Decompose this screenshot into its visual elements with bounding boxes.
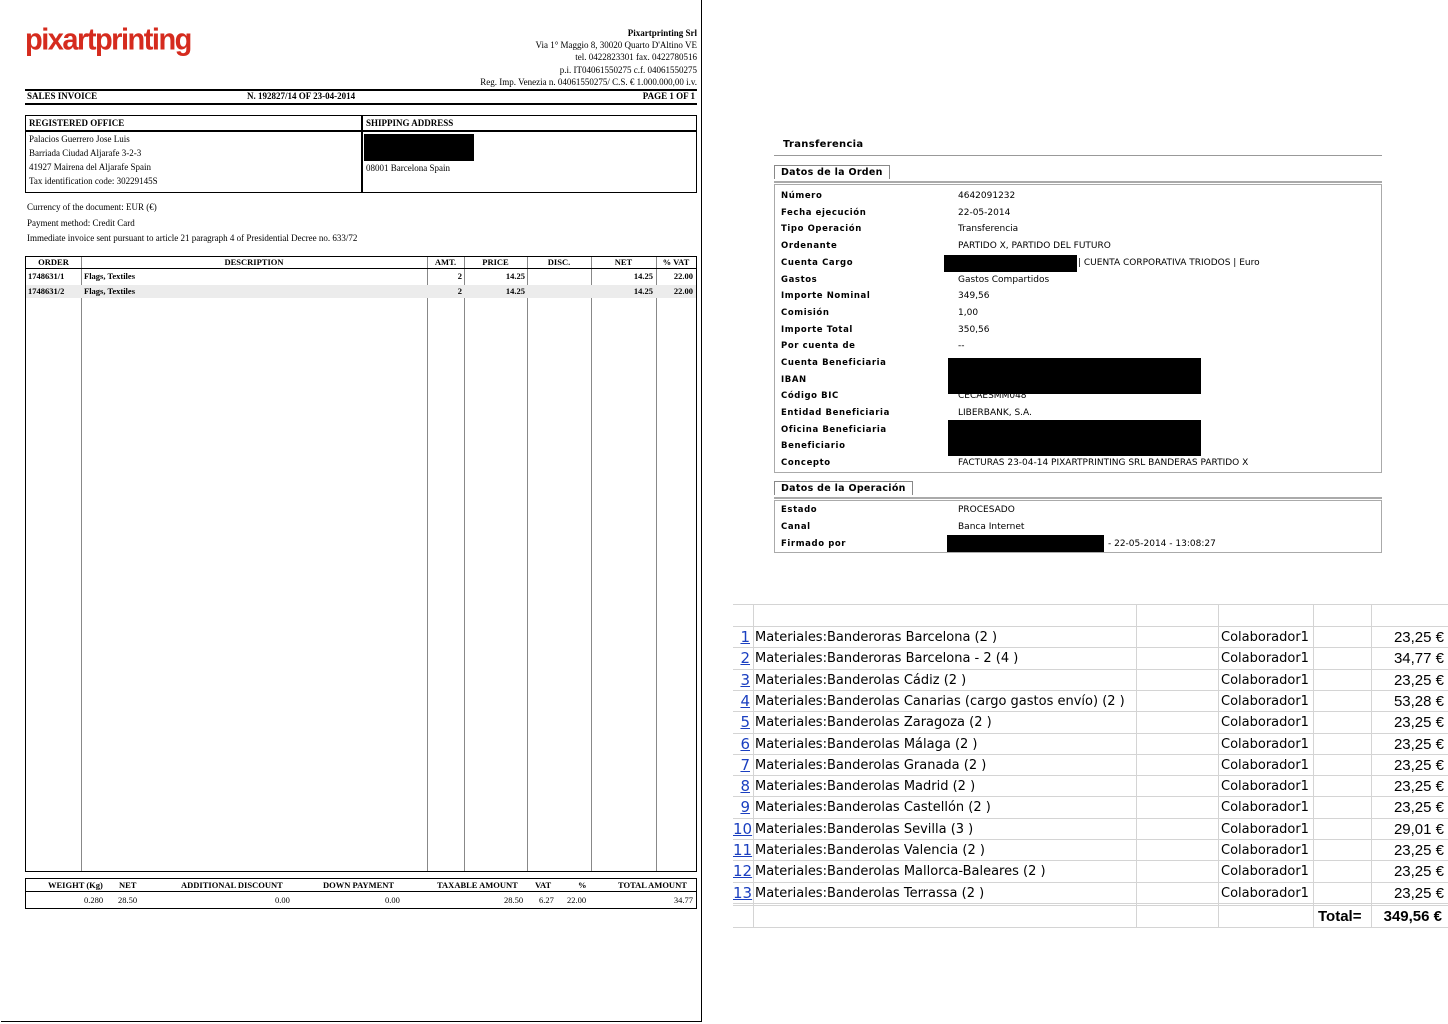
list-item <box>733 861 1448 882</box>
row-number-link[interactable]: 6 <box>740 734 750 753</box>
items-table-header <box>26 257 696 269</box>
registered-office-line: Barriada Ciudad Aljarafe 3-2-3 <box>29 148 142 158</box>
item-amount: 23,25 € <box>1393 778 1444 796</box>
val-taxable-amount: 28.50 <box>504 895 524 905</box>
address-boxes <box>25 115 697 193</box>
item-collaborator: Colaborador1 <box>1221 630 1309 645</box>
cell-order: 1748631/2 <box>28 286 65 296</box>
item-collaborator: Colaborador1 <box>1221 864 1309 880</box>
field-value: 22-05-2014 <box>958 208 1011 218</box>
column-divider <box>656 257 657 871</box>
field-value: PROCESADO <box>958 505 1015 515</box>
item-amount: 23,25 € <box>1393 863 1444 881</box>
company-info <box>480 27 697 88</box>
list-item <box>733 840 1448 861</box>
field-label: Firmado por <box>781 539 847 549</box>
item-collaborator: Colaborador1 <box>1221 736 1309 752</box>
field-value: 4642091232 <box>958 191 1016 201</box>
row-number-link[interactable]: 5 <box>740 713 750 732</box>
expense-ledger <box>733 604 1448 928</box>
items-table <box>25 256 697 872</box>
item-description: Materiales:Banderolas Granada (2 ) <box>755 757 987 773</box>
invoice-meta <box>27 200 357 247</box>
orden-details <box>774 184 1382 473</box>
row-number-link[interactable]: 2 <box>740 649 750 668</box>
field-label: IBAN <box>781 375 807 385</box>
item-amount: 23,25 € <box>1393 842 1444 859</box>
row-number-link[interactable]: 1 <box>740 628 750 646</box>
field-label: Fecha ejecución <box>781 208 867 218</box>
field-value: Transferencia <box>958 224 1019 234</box>
item-amount: 23,25 € <box>1393 756 1444 774</box>
column-divider <box>527 257 528 871</box>
column-divider <box>591 257 592 871</box>
field-label: Código BIC <box>781 391 839 401</box>
item-description: Materiales:Banderoras Barcelona (2 ) <box>755 630 998 645</box>
invoice-document <box>1 0 702 1022</box>
col-vat: % VAT <box>662 257 690 267</box>
row-number-link[interactable]: 10 <box>733 819 753 838</box>
company-tel: tel. 0422823301 fax. 0422780516 <box>575 52 697 63</box>
field-label: Oficina Beneficiaria <box>781 425 887 435</box>
field-label: Cuenta Beneficiaria <box>781 358 887 368</box>
val-additional-discount: 0.00 <box>275 895 290 905</box>
field-value: Gastos Compartidos <box>958 275 1050 285</box>
list-item <box>733 648 1448 669</box>
col-description: DESCRIPTION <box>224 257 284 267</box>
row-number-link[interactable]: 9 <box>740 798 750 817</box>
operacion-details <box>774 500 1382 553</box>
item-collaborator: Colaborador1 <box>1221 651 1309 667</box>
list-item <box>733 883 1448 904</box>
field-value: -- <box>958 341 965 351</box>
company-vat: p.i. IT04061550275 c.f. 04061550275 <box>559 64 697 75</box>
field-label: Número <box>781 191 823 201</box>
val-down-payment: 0.00 <box>385 895 400 905</box>
item-description: Materiales:Banderolas Valencia (2 ) <box>755 843 985 858</box>
registered-office <box>26 116 361 192</box>
table-row <box>26 285 696 298</box>
divider <box>774 497 1382 499</box>
field-label: Entidad Beneficiaria <box>781 408 890 418</box>
cell-amt: 2 <box>457 286 462 296</box>
field-value: 349,56 <box>958 291 990 301</box>
section-title-orden: Datos de la Orden <box>774 165 890 179</box>
table-row <box>26 270 696 283</box>
row-number-link[interactable]: 11 <box>733 841 753 859</box>
doc-number: N. 192827/14 OF 23-04-2014 <box>247 91 356 101</box>
payment-method: Payment method: Credit Card <box>27 217 135 228</box>
redaction-block <box>947 535 1104 552</box>
list-item <box>733 734 1448 755</box>
list-item <box>733 797 1448 818</box>
redaction-block <box>948 420 1201 456</box>
company-reg: Reg. Imp. Venezia n. 04061550275/ C.S. € 1.000.000,00 i.v. <box>480 76 697 87</box>
row-number-link[interactable]: 7 <box>740 755 750 774</box>
item-description: Materiales:Banderolas Sevilla (3 ) <box>755 821 974 837</box>
registered-office-line: Tax identification code: 30229145S <box>29 176 158 186</box>
hdr-taxable-amount: TAXABLE AMOUNT <box>437 880 518 890</box>
item-amount: 29,01 € <box>1393 820 1444 838</box>
field-value: - 22-05-2014 - 13:08:27 <box>1108 539 1216 549</box>
item-collaborator: Colaborador1 <box>1221 843 1309 858</box>
shipping-address-header: SHIPPING ADDRESS <box>363 117 696 132</box>
item-collaborator: Colaborador1 <box>1221 885 1309 901</box>
divider <box>774 155 1382 156</box>
divider <box>25 103 697 105</box>
registered-office-header: REGISTERED OFFICE <box>26 117 361 132</box>
field-value: | CUENTA CORPORATIVA TRIODOS | Euro <box>1078 258 1260 268</box>
field-label: Cuenta Cargo <box>781 258 854 268</box>
hdr-weight: WEIGHT (Kg) <box>48 880 103 890</box>
item-description: Materiales:Banderolas Mallorca-Baleares (2 ) <box>755 864 1046 880</box>
field-value: PARTIDO X, PARTIDO DEL FUTURO <box>958 241 1111 251</box>
hdr-total-amount: TOTAL AMOUNT <box>618 880 687 890</box>
hdr-net: NET <box>119 880 137 890</box>
row-number-link[interactable]: 3 <box>740 670 750 689</box>
item-amount: 23,25 € <box>1393 799 1444 817</box>
item-collaborator: Colaborador1 <box>1221 757 1309 773</box>
field-label: Concepto <box>781 458 831 468</box>
field-value: Banca Internet <box>958 522 1025 532</box>
val-weight: 0.280 <box>84 895 104 905</box>
field-label: Tipo Operación <box>781 224 862 234</box>
val-vat: 6.27 <box>539 895 554 905</box>
cell-net: 14.25 <box>633 271 653 281</box>
divider <box>25 89 697 91</box>
doc-title: SALES INVOICE <box>27 91 98 101</box>
section-title-operacion: Datos de la Operación <box>774 481 913 495</box>
company-address: Via 1° Maggio 8, 30020 Quarto D'Altino VE <box>535 40 697 51</box>
field-label: Importe Nominal <box>781 291 871 301</box>
row-number-link[interactable]: 12 <box>733 862 753 881</box>
divider <box>774 181 1382 183</box>
item-description: Materiales:Banderolas Cádiz (2 ) <box>755 672 967 688</box>
item-amount: 23,25 € <box>1393 714 1444 732</box>
redaction-block <box>944 255 1077 272</box>
hdr-down-payment: DOWN PAYMENT <box>323 880 395 890</box>
item-collaborator: Colaborador1 <box>1221 800 1309 816</box>
legal-note: Immediate invoice sent pursuant to article 21 paragraph 4 of Presidential Decree no. 633/72 <box>27 233 358 243</box>
field-value: FACTURAS 23-04-14 PIXARTPRINTING SRL BANDERAS PARTIDO X <box>958 458 1249 468</box>
field-value: LIBERBANK, S.A. <box>958 408 1032 418</box>
col-net: NET <box>614 257 633 267</box>
field-label: Gastos <box>781 275 818 285</box>
list-item <box>733 627 1448 648</box>
hdr-vat: VAT <box>535 880 552 890</box>
page-indicator: PAGE 1 OF 1 <box>642 91 695 101</box>
col-amt: AMT. <box>434 257 457 267</box>
item-collaborator: Colaborador1 <box>1221 779 1309 795</box>
item-collaborator: Colaborador1 <box>1221 693 1309 709</box>
item-description: Materiales:Banderolas Zaragoza (2 ) <box>755 715 992 731</box>
field-label: Por cuenta de <box>781 341 856 351</box>
cell-price: 14.25 <box>505 271 525 281</box>
cell-order: 1748631/1 <box>28 271 65 281</box>
item-amount: 23,25 € <box>1393 884 1444 902</box>
column-divider <box>81 257 82 871</box>
hdr-additional-discount: ADDITIONAL DISCOUNT <box>181 880 283 890</box>
list-item <box>733 712 1448 733</box>
list-item <box>733 819 1448 840</box>
shipping-address <box>363 116 696 192</box>
field-label: Estado <box>781 505 818 515</box>
currency-note: Currency of the document: EUR (€) <box>27 202 157 212</box>
item-description: Materiales:Banderolas Terrassa (2 ) <box>755 885 985 901</box>
tab-transferencia[interactable]: Transferencia <box>783 139 864 150</box>
item-description: Materiales:Banderoras Barcelona - 2 (4 ) <box>755 651 1019 667</box>
hdr-percent: % <box>578 880 587 890</box>
list-item <box>733 755 1448 776</box>
list-item <box>733 691 1448 712</box>
val-net: 28.50 <box>118 895 138 905</box>
totals-table <box>25 878 697 909</box>
item-collaborator: Colaborador1 <box>1221 821 1309 837</box>
row-number-link[interactable]: 13 <box>733 883 753 902</box>
item-description: Materiales:Banderolas Canarias (cargo gastos envío) (2 ) <box>755 693 1125 709</box>
cell-description: Flags, Textiles <box>84 271 136 281</box>
row-divider <box>733 604 1448 605</box>
list-item <box>733 776 1448 797</box>
field-value: 350,56 <box>958 325 990 335</box>
val-percent: 22.00 <box>567 895 587 905</box>
col-disc: DISC. <box>547 257 571 267</box>
field-label: Importe Total <box>781 325 853 335</box>
col-price: PRICE <box>482 257 509 267</box>
row-number-link[interactable]: 8 <box>740 777 750 796</box>
item-collaborator: Colaborador1 <box>1221 715 1309 731</box>
field-label: Comisión <box>781 308 830 318</box>
cell-amt: 2 <box>457 271 462 281</box>
row-number-link[interactable]: 4 <box>740 691 750 710</box>
registered-office-line: 41927 Mairena del Aljarafe Spain <box>29 162 151 172</box>
total-value: 349,56 € <box>1383 908 1442 925</box>
val-total-amount: 34.77 <box>673 895 693 905</box>
cell-net: 14.25 <box>633 286 653 296</box>
column-divider <box>464 257 465 871</box>
totals-header <box>26 879 696 892</box>
field-value: 1,00 <box>958 308 979 318</box>
redaction-block <box>364 134 474 161</box>
cell-description: Flags, Textiles <box>84 286 136 296</box>
company-name: Pixartprinting Srl <box>627 28 697 38</box>
field-label: Beneficiario <box>781 441 846 451</box>
item-collaborator: Colaborador1 <box>1221 672 1309 688</box>
cell-price: 14.25 <box>505 286 525 296</box>
total-label: Total= <box>1318 908 1362 925</box>
item-amount: 23,25 € <box>1393 735 1444 753</box>
item-description: Materiales:Banderolas Castellón (2 ) <box>755 800 991 816</box>
column-divider <box>427 257 428 871</box>
field-label: Canal <box>781 522 811 532</box>
item-description: Materiales:Banderolas Madrid (2 ) <box>755 779 976 795</box>
item-description: Materiales:Banderolas Málaga (2 ) <box>755 736 978 752</box>
item-amount: 53,28 € <box>1393 692 1444 710</box>
company-logo: pixartprinting <box>25 23 191 57</box>
row-divider <box>733 903 1448 904</box>
field-value: CECAESMM048 <box>958 391 1027 401</box>
registered-office-line: Palacios Guerrero Jose Luis <box>29 134 130 144</box>
col-order: ORDER <box>38 257 69 267</box>
cell-vat: 22.00 <box>673 286 693 296</box>
field-label: Ordenante <box>781 241 838 251</box>
shipping-address-line: 08001 Barcelona Spain <box>366 163 450 173</box>
cell-vat: 22.00 <box>673 271 693 281</box>
item-amount: 34,77 € <box>1393 650 1444 668</box>
item-amount: 23,25 € <box>1393 671 1444 689</box>
item-amount: 23,25 € <box>1393 629 1444 646</box>
list-item <box>733 670 1448 691</box>
